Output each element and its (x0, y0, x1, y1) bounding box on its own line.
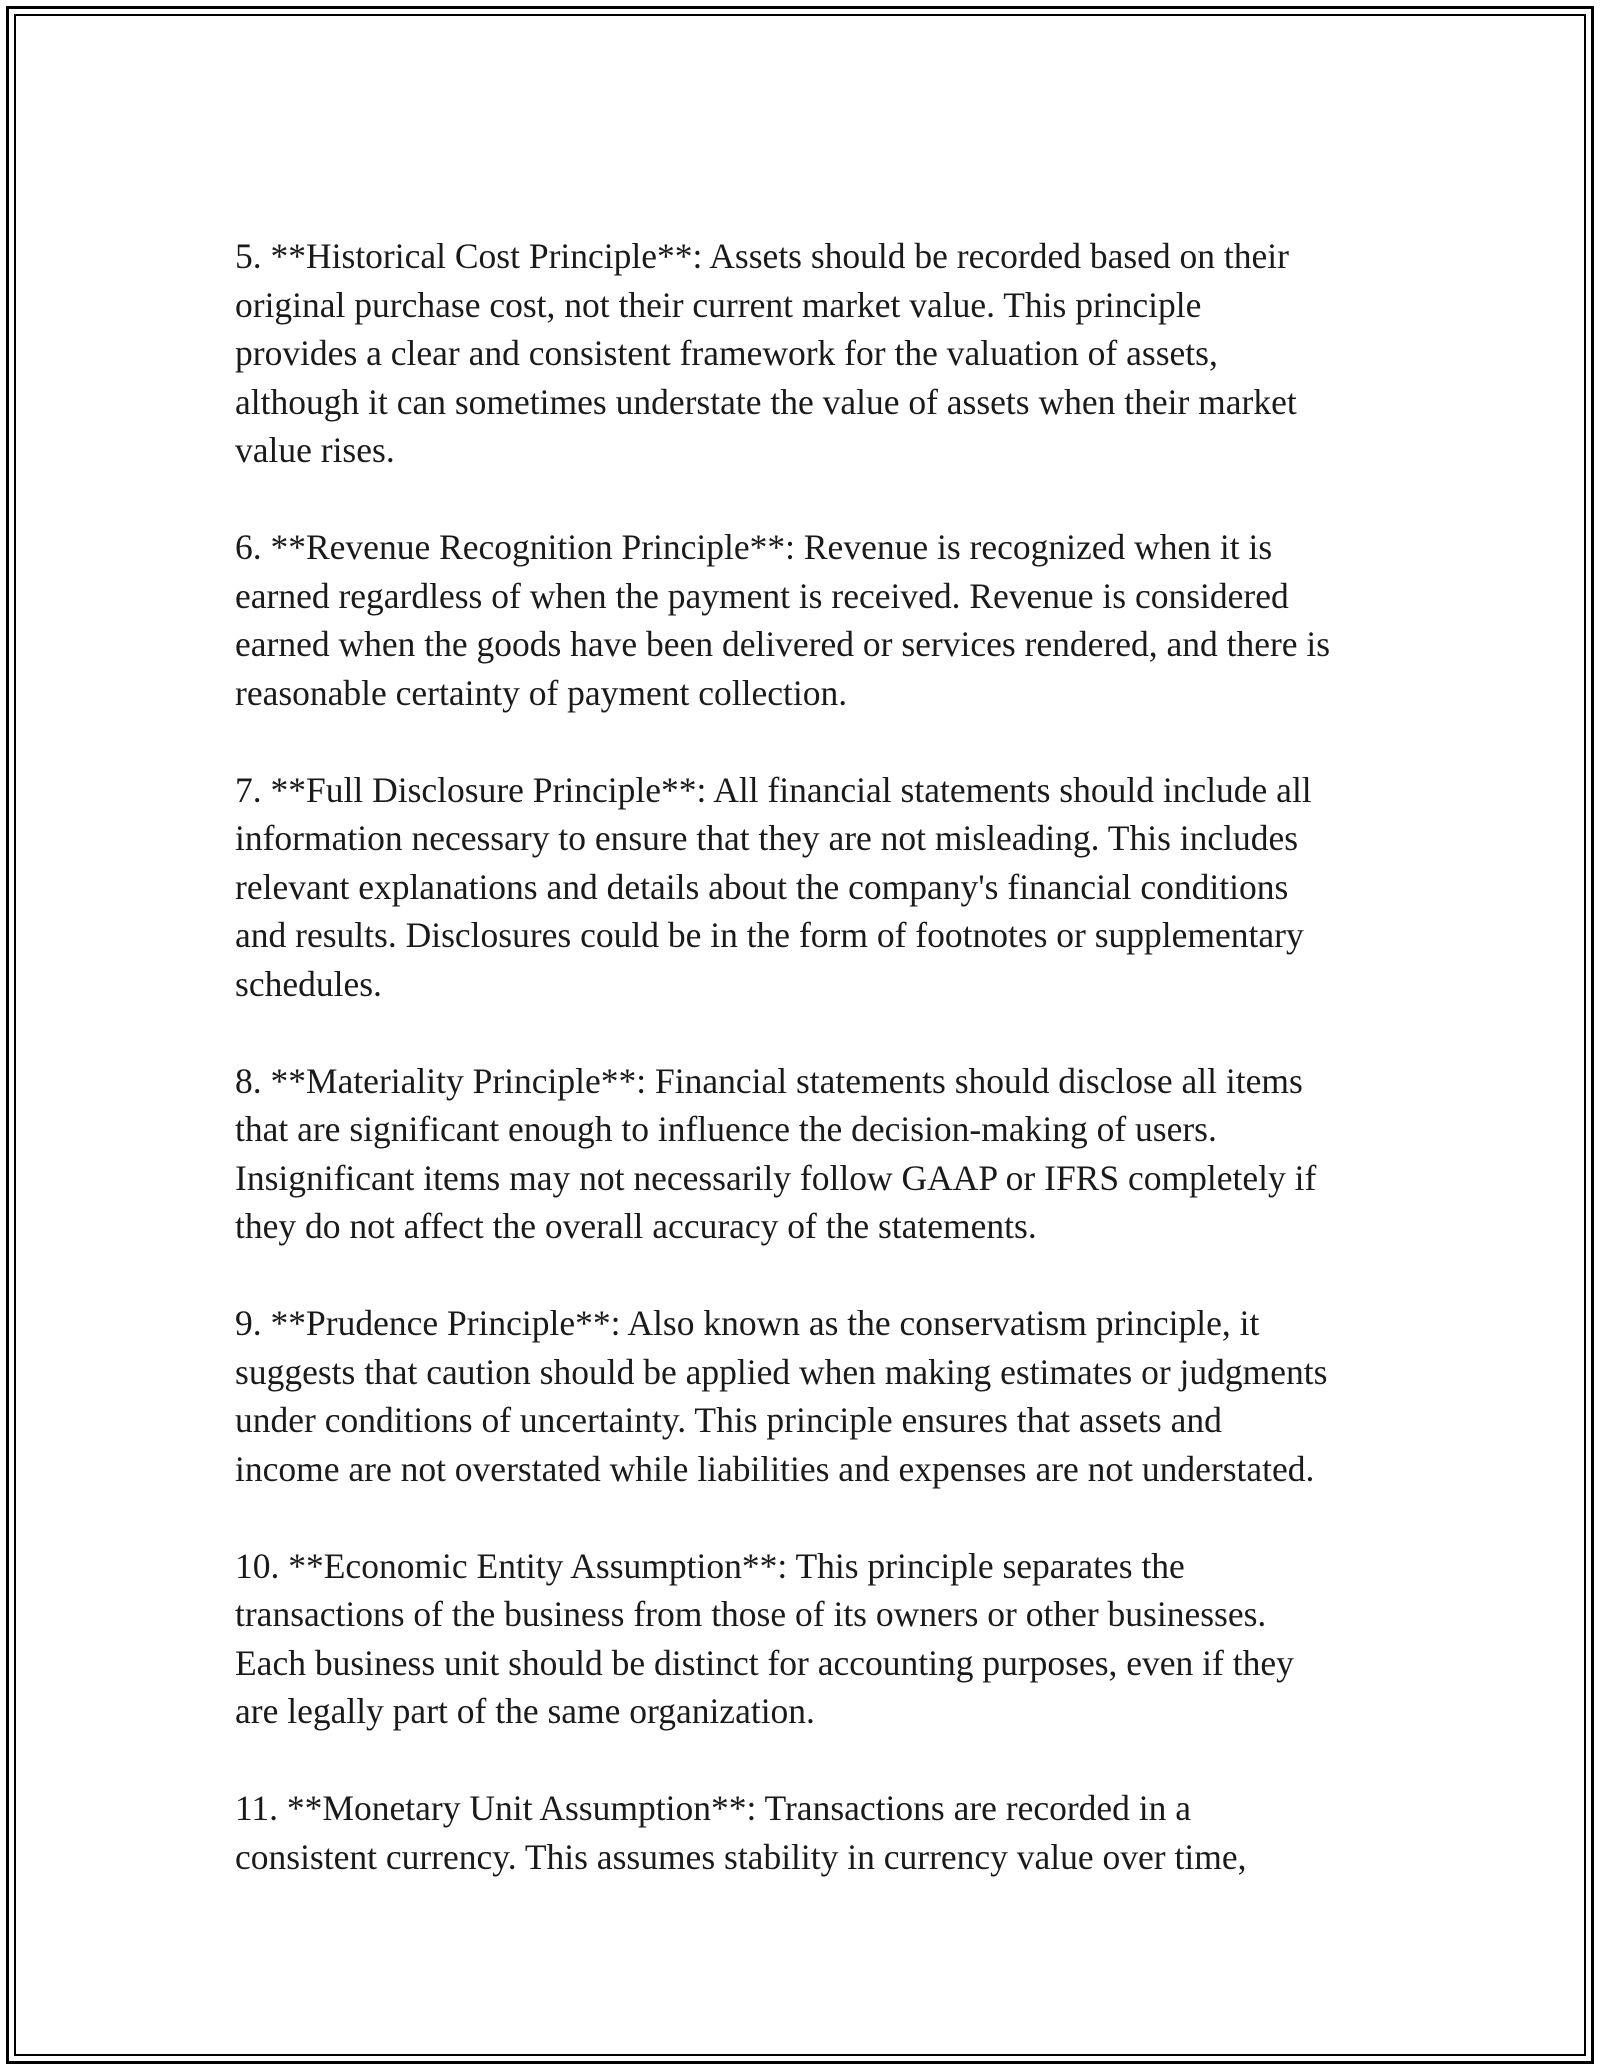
text-line: Insignificant items may not necessarily follow GAAP or IFRS completely if (235, 1157, 1317, 1198)
text-line: under conditions of uncertainty. This principle ensures that assets and (235, 1400, 1222, 1440)
text-line: and results. Disclosures could be in the form of footnotes or supplementary (235, 915, 1304, 955)
paragraph-historical-cost (235, 232, 1395, 475)
text-line: original purchase cost, not their current market value. This principle (235, 284, 1202, 325)
text-line: suggests that caution should be applied when making estimates or judgments (235, 1351, 1328, 1392)
text-line: reasonable certainty of payment collection. (235, 672, 848, 713)
paragraph-prudence (235, 1299, 1395, 1493)
text-line: 9. **Prudence Principle**: Also known as the conservatism principle, it (235, 1303, 1260, 1343)
text-line: although it can sometimes understate the value of assets when their market (235, 381, 1297, 422)
text-line: consistent currency. This assumes stability in currency value over time, (235, 1836, 1247, 1877)
text-line: earned regardless of when the payment is received. Revenue is considered (235, 575, 1289, 616)
document-body (235, 232, 1395, 1930)
text-line: schedules. (235, 963, 382, 1004)
text-line: 11. **Monetary Unit Assumption**: Transactions are recorded in a (235, 1788, 1192, 1828)
text-line: earned when the goods have been delivered or services rendered, and there is (235, 624, 1331, 664)
text-line: value rises. (235, 430, 395, 470)
paragraph-materiality (235, 1057, 1395, 1251)
text-line: that are significant enough to influence the decision-making of users. (235, 1109, 1217, 1149)
text-line: they do not affect the overall accuracy of the statements. (235, 1206, 1037, 1246)
text-line: 5. **Historical Cost Principle**: Assets should be recorded based on their (235, 236, 1289, 276)
text-line: 8. **Materiality Principle**: Financial statements should disclose all items (235, 1060, 1303, 1101)
text-line: income are not overstated while liabilities and expenses are not understated. (235, 1448, 1315, 1489)
paragraph-full-disclosure (235, 766, 1395, 1009)
text-line: 6. **Revenue Recognition Principle**: Revenue is recognized when it is (235, 527, 1273, 567)
text-line: are legally part of the same organization. (235, 1691, 815, 1731)
paragraph-monetary-unit (235, 1784, 1395, 1881)
text-line: provides a clear and consistent framework for the valuation of assets, (235, 333, 1218, 373)
paragraph-revenue-recognition (235, 523, 1395, 717)
text-line: 10. **Economic Entity Assumption**: This principle separates the (235, 1545, 1185, 1586)
text-line: Each business unit should be distinct for accounting purposes, even if they (235, 1642, 1294, 1683)
paragraph-economic-entity (235, 1542, 1395, 1736)
text-line: relevant explanations and details about the company's financial conditions (235, 866, 1289, 907)
text-line: information necessary to ensure that they are not misleading. This includes (235, 818, 1299, 858)
text-line: 7. **Full Disclosure Principle**: All financial statements should include all (235, 769, 1312, 810)
text-line: transactions of the business from those of its owners or other businesses. (235, 1594, 1267, 1634)
